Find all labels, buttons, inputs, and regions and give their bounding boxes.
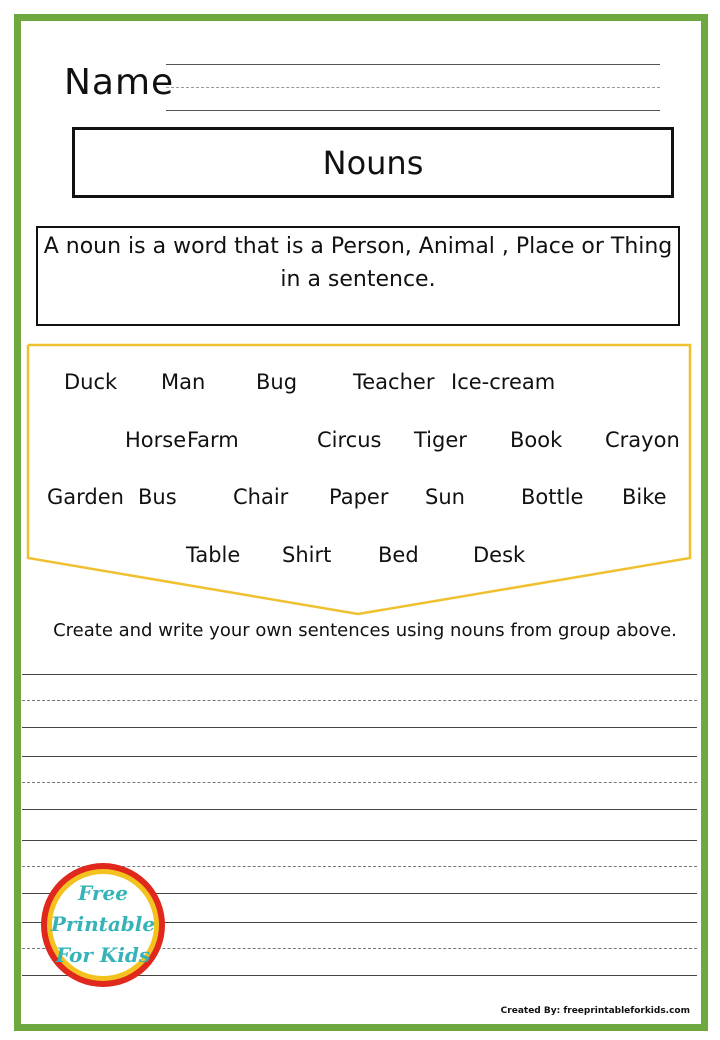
instruction-text: Create and write your own sentences using nouns from group above. [53,620,677,641]
writing-line[interactable] [22,756,697,757]
word-shirt: Shirt [282,543,332,567]
word-bottle: Bottle [521,485,584,509]
name-label: Name [64,62,175,103]
word-book: Book [510,428,563,452]
writing-line[interactable] [22,809,697,810]
writing-guide-line [22,782,697,783]
word-farm: Farm [187,428,239,452]
word-bus: Bus [138,485,177,509]
credit-text: Created By: freeprintableforkids.com [500,1006,690,1016]
page-title: Nouns [322,143,424,182]
word-horse: Horse [125,428,187,452]
word-circus: Circus [317,428,382,452]
free-printable-logo [36,858,170,992]
definition-line-1: A noun is a word that is a Person, Animal , Place or Thing [43,234,673,259]
word-bike: Bike [622,485,667,509]
logo-line-1: Free [78,881,128,905]
writing-line[interactable] [22,727,697,728]
word-man: Man [161,370,206,394]
word-table: Table [186,543,241,567]
logo-line-3: For Kids [55,943,151,967]
definition-line-2: in a sentence. [280,267,436,292]
word-tiger: Tiger [414,428,467,452]
word-chair: Chair [233,485,289,509]
word-crayon: Crayon [605,428,680,452]
writing-guide-line [22,700,697,701]
word-bed: Bed [378,543,419,567]
writing-line[interactable] [22,840,697,841]
word-teacher: Teacher [353,370,435,394]
word-bug: Bug [256,370,298,394]
word-garden: Garden [47,485,124,509]
word-desk: Desk [473,543,526,567]
word-ice-cream: Ice-cream [451,370,556,394]
logo-line-2: Printable [50,912,156,936]
word-paper: Paper [329,485,389,509]
word-duck: Duck [64,370,118,394]
word-sun: Sun [425,485,465,509]
writing-line[interactable] [22,674,697,675]
